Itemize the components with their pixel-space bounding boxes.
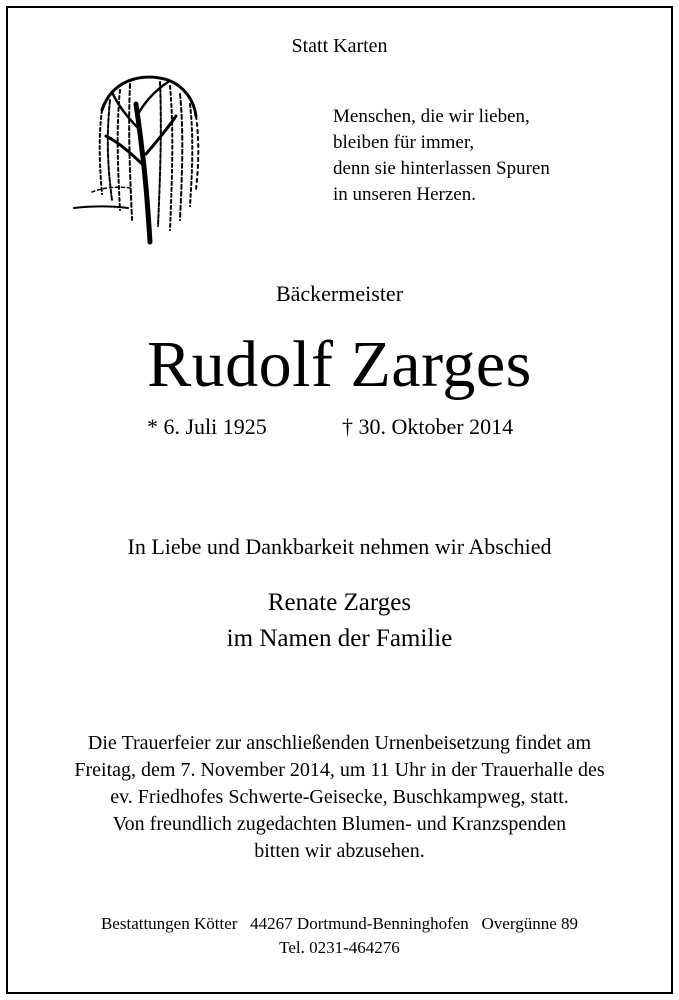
poem-line: in unseren Herzen. (333, 184, 476, 205)
deceased-name: Rudolf Zarges (147, 328, 532, 401)
weeping-willow-icon (72, 70, 202, 245)
footer (0, 912, 679, 960)
occupation: Bäckermeister (275, 281, 404, 306)
service-line: Freitag, dem 7. November 2014, um 11 Uhr in der Trauerhalle des (74, 759, 605, 781)
farewell-text: In Liebe und Dankbarkeit nehmen wir Abschied (127, 534, 552, 559)
service-line: ev. Friedhofes Schwerte-Geisecke, Buschkampweg, statt. (110, 786, 569, 808)
service-line: bitten wir abzusehen. (254, 840, 425, 862)
service-line: Von freundlich zugedachten Blumen- und Kranzspenden (112, 813, 567, 835)
footer-phone: Tel. 0231-464276 (279, 938, 400, 957)
poem-line: Menschen, die wir lieben, (333, 106, 530, 127)
service-info (0, 730, 679, 865)
service-line: Die Trauerfeier zur anschließenden Urnenbeisetzung findet am (87, 732, 592, 754)
poem-line: denn sie hinterlassen Spuren (333, 158, 550, 179)
mourners (0, 585, 679, 657)
poem (333, 104, 550, 208)
header-title: Statt Karten (291, 35, 388, 57)
mourner-name: Renate Zarges (267, 589, 412, 616)
footer-city: 44267 Dortmund-Benninghofen (250, 914, 469, 933)
poem-line: bleiben für immer, (333, 132, 475, 153)
footer-street: Overgünne 89 (481, 914, 579, 933)
mourner-note: im Namen der Familie (226, 625, 453, 652)
birth-date: * 6. Juli 1925 (147, 414, 267, 439)
footer-address (0, 912, 679, 936)
funeral-company: Bestattungen Kötter (100, 914, 238, 933)
death-date: † 30. Oktober 2014 (342, 414, 514, 439)
